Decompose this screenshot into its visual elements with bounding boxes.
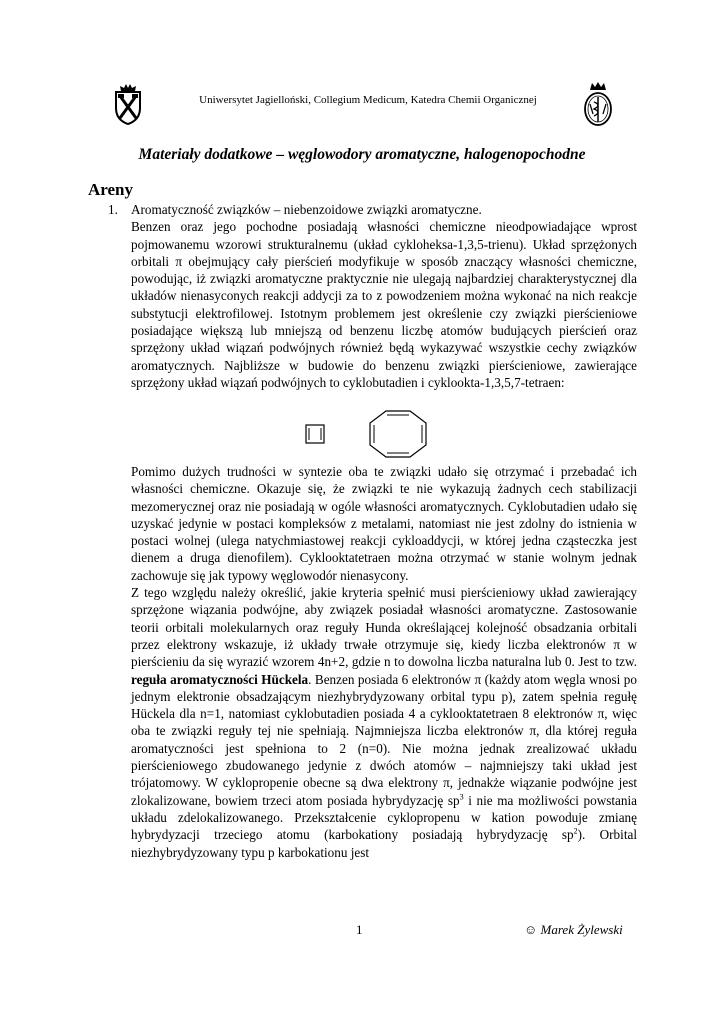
cyclobutadiene-structure <box>306 425 324 443</box>
paragraph-huckel <box>131 584 637 861</box>
university-crest-icon <box>108 82 148 126</box>
superscript: 3 <box>459 792 464 802</box>
list-item-number: 1. <box>108 202 118 217</box>
collegium-medicum-crest-icon <box>578 80 618 128</box>
page-number: 1 <box>356 922 363 937</box>
text-run: i nie ma możliwości powstania układu zdelokalizowanego. Przekształcenie cyklopropenu w kation powoduje zmianę hybrydyzacji trzeciego atomu (karbokationy posiadają hybrydyzację sp <box>131 792 637 843</box>
text-run: ). Orbital niezhybrydyzowany typu p karbokationu jest <box>131 827 637 860</box>
superscript: 2 <box>573 826 578 836</box>
list-item-title: Aromatyczność związków – niebenzoidowe związki aromatyczne. <box>131 202 482 217</box>
cyclooctatetraene-structure <box>370 411 426 457</box>
institution-name: Uniwersytet Jagielloński, Collegium Medicum, Katedra Chemii Organicznej <box>199 94 537 106</box>
list-item-body <box>131 201 637 391</box>
text-run: . Benzen posiada 6 elektronów π (każdy atom węgla wnosi po jednym elektronie obsadzającym niezhybrydyzowany orbital typu p), zatem spełnia regułę Hückela dla n=1, natomiast cyklobutadien posiada 4 a cyklooktatetraen 8 elektronów π, więc oba te związki reguły tej nie spełniają. Najmniejsza liczba elektronów π, dla której reguła aromatyczności jest spełniona to 2 (n=0). Nie można jednak zrealizować układu pierścieniowego zbudowanego jedynie z dwóch atomów – najmniejszy taki układ jest trójatomowy. W cyklopropenie obecne są dwa elektrony π, jednakże wiązanie podwójne jest zlokalizowane, bowiem trzeci atom posiada hybrydyzację sp <box>131 671 637 808</box>
section-heading: Areny <box>88 180 134 199</box>
body-continued <box>131 463 637 861</box>
footer-author: ☺ Marek Żylewski <box>524 922 623 937</box>
text-run: Z tego względu należy określić, jakie kryteria spełnić musi pierścieniowy układ zawierający sprzężone wiązania podwójne, aby związek posiadał własności aromatyczne. Zastosowanie teorii orbitali molekularnych oraz reguły Hunda określającej kolejność obsadzania orbitali przez elektrony wskazuje, iż układy trwałe otrzymuje się, kiedy liczba elektronów π w pierścieniu da się wyrazić wzorem 4n+2, gdzie n to dowolna liczba naturalna lub 0. Jest to tzw. <box>131 585 637 670</box>
paragraph-intro: Benzen oraz jego pochodne posiadają własności chemiczne nieodpowiadające wprost pojmowanemu wzorowi strukturalnemu (układ cykloheksa-1,3,5-trienu). Układ sprzężonych orbitali π obejmujący cały pierścień modyfikuje w sposób znaczący własności chemiczne, powodując, iż związki aromatyczne praktycznie nie ulegają najbardziej charakterystycznej dla układów nienasyconych reakcji addycji za to z powodzeniem można wykonać na nich reakcje substytucji elektrofilowej. Istotnym problemem jest określenie czy związki pierścieniowe posiadające większą lub mniejszą od benzenu liczbę atomów budujących pierścień oraz sprzężony układ wiązań podwójnych również będą wykazywać wszystkie cechy związków aromatycznych. Najbliższe w budowie do benzenu związki pierścieniowe, zawierające sprzężony układ wiązań podwójnych to cyklobutadien i cyklookta-1,3,5,7-tetraen: <box>131 219 637 390</box>
paragraph-synthesis: Pomimo dużych trudności w syntezie oba te związki udało się otrzymać i przebadać ich własności chemiczne. Okazuje się, że związki te nie wykazują żadnych cech stabilizacji mezomerycznej oraz nie posiadają w ogóle własności aromatycznych. Cyklobutadien udało się uzyskać jedynie w postaci kompleksów z metalami, natomiast nie jest zdolny do istnienia w postaci wolnej (ulega natychmiastowej reakcji cykloaddycji, w której jedna cząsteczka jest dienem a druga dienofilem). Cyklooktatetraen można otrzymać w stanie wolnym jednak zachowuje się jak typowy węglowodór nienasycony. <box>131 464 637 583</box>
page-header <box>108 80 618 130</box>
structures-figure <box>300 407 440 459</box>
huckel-rule-term: reguła aromatyczności Hückela <box>131 671 309 687</box>
document-title: Materiały dodatkowe – węglowodory aromatyczne, halogenopochodne <box>138 146 586 163</box>
